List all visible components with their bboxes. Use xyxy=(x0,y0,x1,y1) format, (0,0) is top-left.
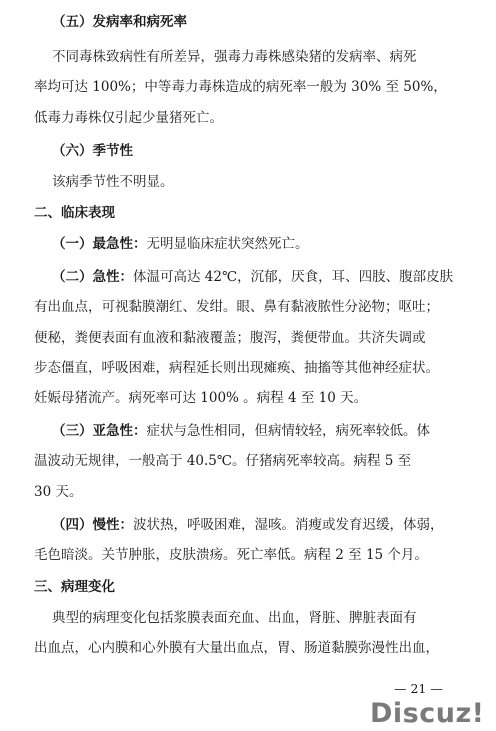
paragraph-line: 便秘，粪便表面有血液和黏液覆盖；腹泻，粪便带血。共济失调或 xyxy=(34,330,426,346)
page-number: — 21 — xyxy=(394,681,443,696)
chapter-heading-clinical: 二、临床表现 xyxy=(34,205,115,221)
section-heading-seasonality: （六）季节性 xyxy=(52,143,133,159)
paragraph-line: 毛色暗淡。关节肿胀，皮肤溃疡。死亡率低。病程 2 至 15 个月。 xyxy=(34,547,428,563)
paragraph-line: 该病季节性不明显。 xyxy=(52,174,174,190)
section-heading-incidence: （五）发病率和病死率 xyxy=(52,14,187,30)
paragraph-line: 出血点，心内膜和心外膜有大量出血点，胃、肠道黏膜弥漫性出血， xyxy=(34,640,439,656)
paragraph-line xyxy=(52,267,462,287)
chapter-heading-pathology: 三、病理变化 xyxy=(34,579,115,595)
term-label: （四）慢性： xyxy=(52,517,133,533)
term-text: 症状与急性相同，但病情较轻，病死率较低。体 xyxy=(146,423,430,439)
paragraph-line: 温波动无规律，一般高于 40.5℃。仔猪病死率较高。病程 5 至 xyxy=(34,453,412,469)
term-text: 无明显临床症状突然死亡。 xyxy=(146,236,309,252)
paragraph-line xyxy=(52,515,462,535)
paragraph-line: 不同毒株致病性有所差异，强毒力毒株感染猪的发病率、病死 xyxy=(52,49,417,65)
term-text: 波状热，呼吸困难，湿咳。消瘦或发育迟缓，体弱， xyxy=(133,517,444,533)
paragraph-line: 30 天。 xyxy=(34,484,83,500)
paragraph-line xyxy=(52,234,462,254)
paragraph-line: 率均可达 100%；中等毒力毒株造成的病死率一般为 30% 至 50%， xyxy=(34,79,447,95)
watermark-logo: Discuz! xyxy=(370,698,485,729)
paragraph-line: 妊娠母猪流产。病死率可达 100% 。病程 4 至 10 天。 xyxy=(34,390,368,406)
paragraph-line: 低毒力毒株仅引起少量猪死亡。 xyxy=(34,110,223,126)
term-text: 体温可高达 42℃，沉郁，厌食，耳、四肢、腹部皮肤 xyxy=(133,269,454,285)
term-label: （一）最急性： xyxy=(52,236,147,252)
paragraph-line: 有出血点，可视黏膜潮红、发绀。眼、鼻有黏液脓性分泌物；呕吐； xyxy=(34,299,439,315)
term-label: （二）急性： xyxy=(52,269,133,285)
paragraph-line xyxy=(52,421,462,441)
paragraph-line: 典型的病理变化包括浆膜表面充血、出血，肾脏、脾脏表面有 xyxy=(52,610,417,626)
term-label: （三）亚急性： xyxy=(52,423,147,439)
paragraph-line: 步态僵直，呼吸困难，病程延长则出现瘫痪、抽搐等其他神经症状。 xyxy=(34,360,439,376)
